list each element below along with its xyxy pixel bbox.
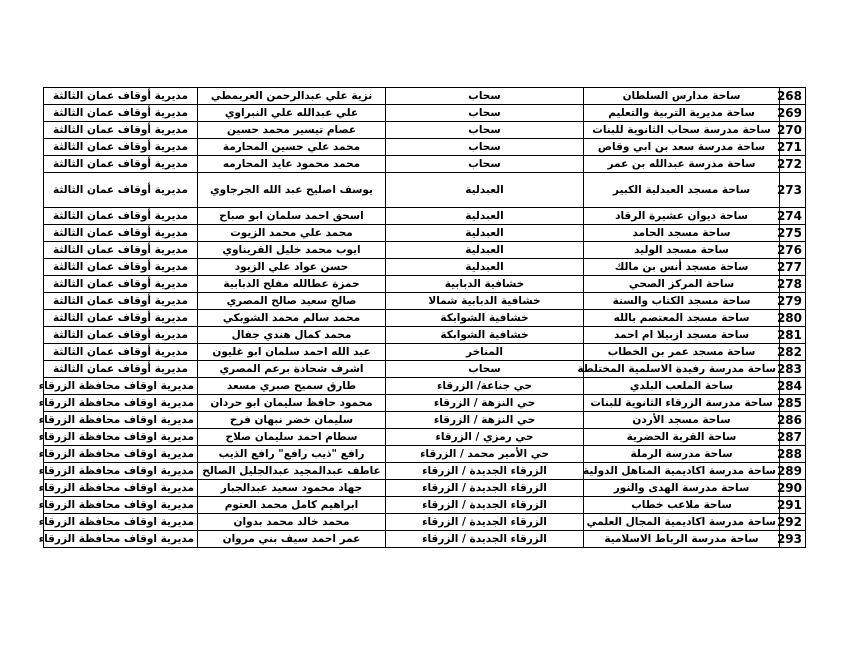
table-row — [44, 514, 806, 531]
site-name: ساحة ديوان عشيرة الرقاد — [584, 208, 780, 225]
person-name: يوسف اصليح عبد الله الجرجاوي — [198, 173, 386, 208]
row-number: 284 — [780, 378, 806, 395]
row-number: 270 — [780, 122, 806, 139]
table-row — [44, 480, 806, 497]
person-name: طارق سميح صبري مسعد — [198, 378, 386, 395]
row-number: 287 — [780, 429, 806, 446]
row-number: 289 — [780, 463, 806, 480]
site-name: ساحة ملاعب خطاب — [584, 497, 780, 514]
row-number: 282 — [780, 344, 806, 361]
table-row — [44, 361, 806, 378]
row-number: 285 — [780, 395, 806, 412]
site-name: ساحة مدرسة الهدى والنور — [584, 480, 780, 497]
table-row — [44, 259, 806, 276]
area-name: سحاب — [386, 156, 584, 173]
directorate-name: مديرية اوقاف محافظة الزرقاء — [44, 395, 198, 412]
table-row — [44, 378, 806, 395]
directorate-name: مديرية أوقاف عمان الثالثة — [44, 293, 198, 310]
row-number: 283 — [780, 361, 806, 378]
directorate-name: مديرية أوقاف عمان الثالثة — [44, 139, 198, 156]
person-name: اشرف شحادة برعم المصري — [198, 361, 386, 378]
site-name: ساحة مسجد ازبيلا ام احمد — [584, 327, 780, 344]
area-name: خشافية الشوابكة — [386, 327, 584, 344]
directorate-name: مديرية اوقاف محافظة الزرقاء — [44, 497, 198, 514]
directorate-name: مديرية أوقاف عمان الثالثة — [44, 276, 198, 293]
person-name: عاطف عبدالمجيد عبدالجليل الصالح — [198, 463, 386, 480]
site-name: ساحة مدرسة الرباط الاسلامية — [584, 531, 780, 548]
area-name: خشافية الشوابكة — [386, 310, 584, 327]
directorate-name: مديرية أوقاف عمان الثالثة — [44, 88, 198, 105]
row-number: 277 — [780, 259, 806, 276]
row-number: 272 — [780, 156, 806, 173]
directorate-name: مديرية اوقاف محافظة الزرقاء — [44, 446, 198, 463]
person-name: عصام تيسير محمد حسين — [198, 122, 386, 139]
table-row — [44, 344, 806, 361]
table-row — [44, 225, 806, 242]
directorate-name: مديرية أوقاف عمان الثالثة — [44, 310, 198, 327]
person-name: محمود حافظ سليمان ابو حردان — [198, 395, 386, 412]
person-name: محمد كمال هندي جفال — [198, 327, 386, 344]
area-name: حي رمزي / الزرقاء — [386, 429, 584, 446]
row-number: 291 — [780, 497, 806, 514]
area-name: الزرقاء الجديدة / الزرقاء — [386, 514, 584, 531]
directorate-name: مديرية أوقاف عمان الثالثة — [44, 122, 198, 139]
table-row — [44, 429, 806, 446]
directorate-name: مديرية أوقاف عمان الثالثة — [44, 259, 198, 276]
area-name: سحاب — [386, 105, 584, 122]
person-name: علي عبدالله علي النبراوي — [198, 105, 386, 122]
site-name: ساحة القرية الحضرية — [584, 429, 780, 446]
area-name: حي النزهة / الزرقاء — [386, 395, 584, 412]
site-name: ساحة مدرسة الرملة — [584, 446, 780, 463]
area-name: العبدلية — [386, 225, 584, 242]
directorate-name: مديرية اوقاف محافظة الزرقاء — [44, 463, 198, 480]
table-row — [44, 173, 806, 208]
person-name: محمد سالم محمد الشوبكي — [198, 310, 386, 327]
directorate-name: مديرية اوقاف محافظة الزرقاء — [44, 531, 198, 548]
area-name: خشافية الدبابية — [386, 276, 584, 293]
person-name: جهاد محمود سعيد عبدالجبار — [198, 480, 386, 497]
site-name: ساحة مسجد أنس بن مالك — [584, 259, 780, 276]
site-name: ساحة مسجد الوليد — [584, 242, 780, 259]
directorate-name: مديرية أوقاف عمان الثالثة — [44, 361, 198, 378]
directorate-name: مديرية أوقاف عمان الثالثة — [44, 242, 198, 259]
person-name: حسن عواد علي الزيود — [198, 259, 386, 276]
person-name: رافع "ذيب رافع" رافع الذيب — [198, 446, 386, 463]
row-number: 274 — [780, 208, 806, 225]
row-number: 268 — [780, 88, 806, 105]
person-name: سطام احمد سليمان صلاح — [198, 429, 386, 446]
table-row — [44, 412, 806, 429]
table-row — [44, 395, 806, 412]
area-name: سحاب — [386, 88, 584, 105]
row-number: 278 — [780, 276, 806, 293]
person-name: ابراهيم كامل محمد العتوم — [198, 497, 386, 514]
row-number: 288 — [780, 446, 806, 463]
area-name: العبدلية — [386, 208, 584, 225]
area-name: سحاب — [386, 139, 584, 156]
directorate-name: مديرية أوقاف عمان الثالثة — [44, 173, 198, 208]
table-row — [44, 531, 806, 548]
site-name: ساحة مدرسة اكاديمية المناهل الدولية — [584, 463, 780, 480]
row-number: 290 — [780, 480, 806, 497]
sites-table — [38, 87, 806, 548]
row-number: 279 — [780, 293, 806, 310]
table-row — [44, 122, 806, 139]
area-name: المناخر — [386, 344, 584, 361]
table-row — [44, 497, 806, 514]
table-row — [44, 242, 806, 259]
table-row — [44, 276, 806, 293]
directorate-name: مديرية أوقاف عمان الثالثة — [44, 344, 198, 361]
person-name: صالح سعيد صالح المصري — [198, 293, 386, 310]
site-name: ساحة مدرسة اكاديمية المجال العلمي — [584, 514, 780, 531]
row-number: 275 — [780, 225, 806, 242]
site-name: ساحة مدرسة رفيدة الاسلمية المختلطة — [584, 361, 780, 378]
row-number: 271 — [780, 139, 806, 156]
area-name: الزرقاء الجديدة / الزرقاء — [386, 463, 584, 480]
site-name: ساحة مسجد الحامد — [584, 225, 780, 242]
area-name: الزرقاء الجديدة / الزرقاء — [386, 480, 584, 497]
person-name: عبد الله احمد سلمان ابو غليون — [198, 344, 386, 361]
site-name: ساحة مسجد العبدلية الكبير — [584, 173, 780, 208]
site-name: ساحة مدارس السلطان — [584, 88, 780, 105]
row-number: 281 — [780, 327, 806, 344]
site-name: ساحة مدرسة سعد بن ابي وقاص — [584, 139, 780, 156]
table-row — [44, 156, 806, 173]
row-number: 269 — [780, 105, 806, 122]
area-name: حي جناعة/ الزرقاء — [386, 378, 584, 395]
directorate-name: مديرية أوقاف عمان الثالثة — [44, 225, 198, 242]
person-name: محمد علي محمد الزيوت — [198, 225, 386, 242]
table-body — [38, 88, 806, 548]
site-name: ساحة مدرسة عبدالله بن عمر — [584, 156, 780, 173]
area-name: الزرقاء الجديدة / الزرقاء — [386, 531, 584, 548]
site-name: ساحة مسجد عمر بن الخطاب — [584, 344, 780, 361]
directorate-name: مديرية اوقاف محافظة الزرقاء — [44, 429, 198, 446]
area-name: حي النزهة / الزرقاء — [386, 412, 584, 429]
person-name: نزية علي عبدالرحمن العريمطي — [198, 88, 386, 105]
table-row — [44, 105, 806, 122]
person-name: محمد محمود عايد المحارمه — [198, 156, 386, 173]
site-name: ساحة مسجد المعتصم بالله — [584, 310, 780, 327]
table-row — [44, 293, 806, 310]
person-name: محمد علي حسين المحارمة — [198, 139, 386, 156]
directorate-name: مديرية اوقاف محافظة الزرقاء — [44, 480, 198, 497]
area-name: العبدلية — [386, 242, 584, 259]
site-name: ساحة مديرية التربية والتعليم — [584, 105, 780, 122]
directorate-name: مديرية اوقاف محافظة الزرقاء — [44, 378, 198, 395]
row-number: 293 — [780, 531, 806, 548]
site-name: ساحة مسجد الكتاب والسنة — [584, 293, 780, 310]
row-number: 273 — [780, 173, 806, 208]
directorate-name: مديرية أوقاف عمان الثالثة — [44, 156, 198, 173]
area-name: الزرقاء الجديدة / الزرقاء — [386, 497, 584, 514]
table-row — [44, 139, 806, 156]
site-name: ساحة المركز الصحي — [584, 276, 780, 293]
person-name: محمد خالد محمد بدوان — [198, 514, 386, 531]
area-name: خشافية الدبابية شمالا — [386, 293, 584, 310]
directorate-name: مديرية أوقاف عمان الثالثة — [44, 208, 198, 225]
directorate-name: مديرية أوقاف عمان الثالثة — [44, 105, 198, 122]
table-row — [44, 463, 806, 480]
area-name: سحاب — [386, 122, 584, 139]
area-name: حي الأمير محمد / الزرقاء — [386, 446, 584, 463]
area-name: سحاب — [386, 361, 584, 378]
site-name: ساحة مسجد الأردن — [584, 412, 780, 429]
person-name: اسحق احمد سلمان ابو صباح — [198, 208, 386, 225]
person-name: سليمان خضر نبهان فرح — [198, 412, 386, 429]
row-number: 292 — [780, 514, 806, 531]
area-name: العبدلية — [386, 259, 584, 276]
row-number: 276 — [780, 242, 806, 259]
site-name: ساحة مدرسة الزرقاء الثانوية للبنات — [584, 395, 780, 412]
table-row — [44, 208, 806, 225]
person-name: حمزة عطالله مفلح الدبابية — [198, 276, 386, 293]
directorate-name: مديرية اوقاف محافظة الزرقاء — [44, 514, 198, 531]
table-row — [44, 327, 806, 344]
site-name: ساحة الملعب البلدي — [584, 378, 780, 395]
row-number: 286 — [780, 412, 806, 429]
person-name: ايوب محمد خليل القريناوي — [198, 242, 386, 259]
directorate-name: مديرية أوقاف عمان الثالثة — [44, 327, 198, 344]
directorate-name: مديرية اوقاف محافظة الزرقاء — [44, 412, 198, 429]
area-name: العبدلية — [386, 173, 584, 208]
row-number: 280 — [780, 310, 806, 327]
table-row — [44, 446, 806, 463]
site-name: ساحة مدرسة سحاب الثانوية للبنات — [584, 122, 780, 139]
table-row — [44, 310, 806, 327]
person-name: عمر احمد سيف بني مروان — [198, 531, 386, 548]
table-row — [44, 88, 806, 105]
